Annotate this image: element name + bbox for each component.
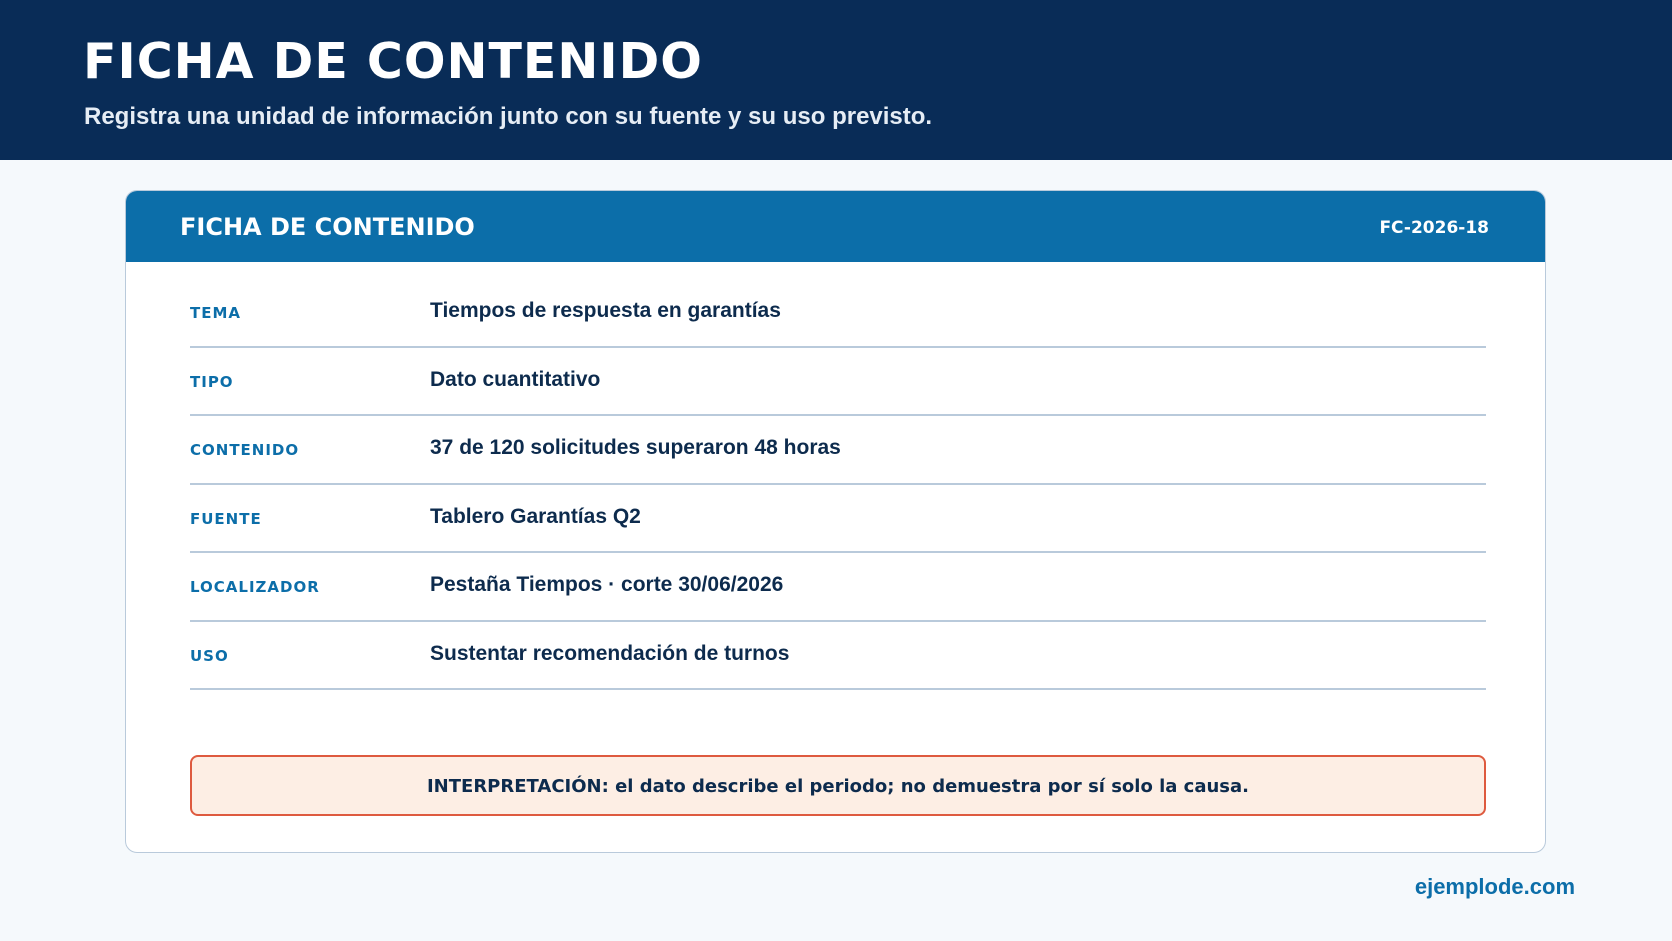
- page-title: FICHA DE CONTENIDO: [83, 33, 703, 90]
- field-value: Sustentar recomendación de turnos: [430, 641, 790, 665]
- field-label: LOCALIZADOR: [190, 578, 320, 596]
- page-header: [0, 0, 1672, 160]
- field-row-fuente: [190, 485, 1486, 554]
- field-list: [190, 279, 1486, 690]
- field-label: TEMA: [190, 304, 242, 322]
- footer-brand: ejemplode.com: [1414, 874, 1575, 899]
- field-row-tema: [190, 279, 1486, 348]
- field-label: FUENTE: [190, 509, 262, 528]
- field-label: CONTENIDO: [190, 441, 300, 459]
- field-row-contenido: [190, 416, 1486, 485]
- field-value: Tablero Garantías Q2: [430, 504, 641, 528]
- field-value: Pestaña Tiempos · corte 30/06/2026: [430, 573, 784, 596]
- field-value: 37 de 120 solicitudes superaron 48 horas: [430, 436, 841, 459]
- page-subtitle: Registra una unidad de información junto con su fuente y su uso previsto.: [84, 103, 933, 130]
- field-value: Dato cuantitativo: [430, 367, 601, 391]
- card-title: FICHA DE CONTENIDO: [180, 213, 475, 241]
- interpretation-note: [190, 755, 1486, 816]
- content-card: [125, 190, 1546, 853]
- field-row-localizador: [190, 553, 1486, 622]
- field-label: USO: [190, 646, 229, 665]
- interpretation-note-text: INTERPRETACIÓN: el dato describe el periodo; no demuestra por sí solo la causa.: [426, 776, 1250, 797]
- field-row-uso: [190, 622, 1486, 691]
- field-row-tipo: [190, 348, 1486, 417]
- field-label: TIPO: [190, 372, 234, 391]
- field-value: Tiempos de respuesta en garantías: [430, 299, 781, 322]
- card-header: [126, 191, 1545, 262]
- card-code: FC-2026-18: [1379, 218, 1489, 238]
